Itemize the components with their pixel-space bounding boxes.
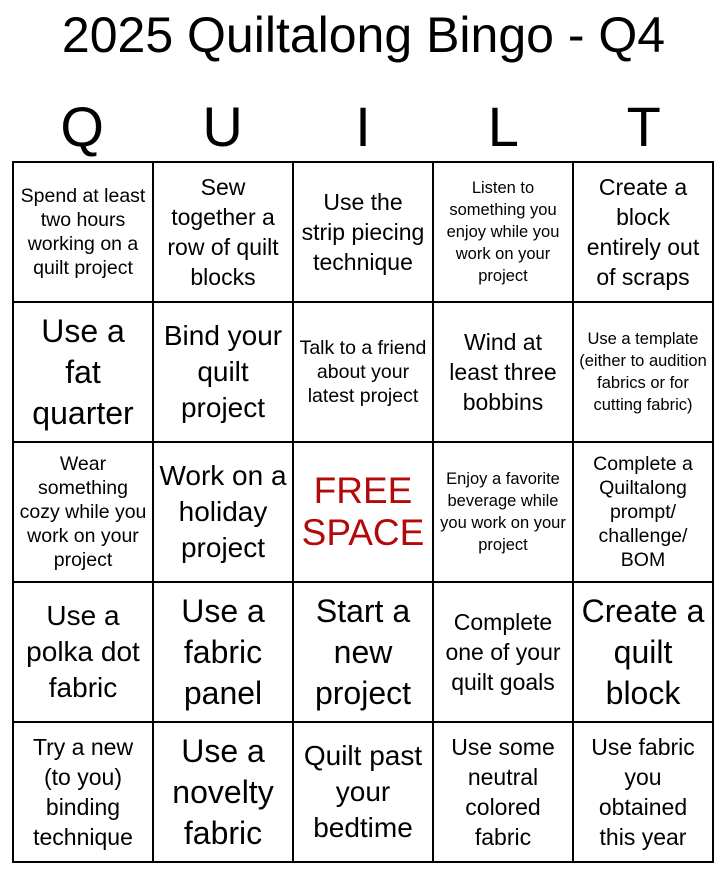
cell-text: Use a fat quarter [32,312,134,431]
cell-text: Complete one of your quilt goals [445,609,561,695]
bingo-cell[interactable] [294,303,434,443]
header-letter-l: L [487,95,519,158]
cell-text: Wind at least three bobbins [449,329,557,415]
cell-text: Enjoy a favorite beverage while you work on your project [440,470,566,554]
cell-text: Complete a Quiltalong prompt/ challenge/ BOM [593,453,693,571]
bingo-cell[interactable] [574,583,714,723]
bingo-cell[interactable] [14,583,154,723]
cell-text: Bind your quilt project [163,320,283,423]
header-letter-t: T [626,95,661,158]
bingo-cell[interactable] [434,723,574,863]
bingo-cell[interactable] [294,583,434,723]
bingo-cell[interactable] [574,443,714,583]
bingo-cell[interactable] [434,303,574,443]
header-letter-u: U [202,95,243,158]
bingo-cell[interactable] [154,163,294,303]
cell-text: Talk to a friend about your latest project [299,337,427,407]
bingo-cell[interactable] [14,723,154,863]
cell-text: Use a novelty fabric [172,732,274,851]
bingo-cell[interactable] [154,583,294,723]
cell-text: Listen to something you enjoy while you work on your project [446,179,560,285]
bingo-cell[interactable] [434,443,574,583]
bingo-cell[interactable] [574,723,714,863]
cell-text: Spend at least two hours working on a quilt project [20,185,146,279]
cell-text: Try a new (to you) binding technique [32,734,134,850]
cell-text: Quilt past your bedtime [303,740,423,843]
header-letter-q: Q [60,95,104,158]
bingo-cell[interactable] [154,443,294,583]
bingo-header [12,92,714,162]
bingo-cell[interactable] [434,583,574,723]
cell-text: Wear something cozy while you work on your project [19,453,147,571]
bingo-cell[interactable] [14,303,154,443]
bingo-cell[interactable] [434,163,574,303]
cell-text: Create a quilt block [581,592,705,711]
bingo-cell[interactable] [14,443,154,583]
page-title: 2025 Quiltalong Bingo - Q4 [61,7,666,63]
cell-text: Use fabric you obtained this year [591,734,695,850]
cell-text: Sew together a row of quilt blocks [167,174,279,290]
bingo-cell[interactable] [294,723,434,863]
cell-text: Use some neutral colored fabric [451,734,555,850]
cell-text: Create a block entirely out of scraps [586,174,700,290]
cell-text: Work on a holiday project [159,460,287,563]
cell-text: Use a template (either to audition fabrics or for cutting fabric) [579,330,707,414]
free-space-cell[interactable] [294,443,434,583]
bingo-cell[interactable] [574,303,714,443]
bingo-cell[interactable] [154,723,294,863]
cell-text: Use a fabric panel [181,592,265,711]
bingo-cell[interactable] [574,163,714,303]
cell-text: Start a new project [314,592,412,711]
cell-text: Use the strip piecing technique [301,189,425,275]
bingo-cell[interactable] [294,163,434,303]
cell-text: Use a polka dot fabric [26,600,140,703]
free-space-text: FREE SPACE [301,470,425,553]
bingo-cell[interactable] [14,163,154,303]
bingo-cell[interactable] [154,303,294,443]
bingo-grid [12,161,714,863]
header-letter-i: I [355,95,371,158]
